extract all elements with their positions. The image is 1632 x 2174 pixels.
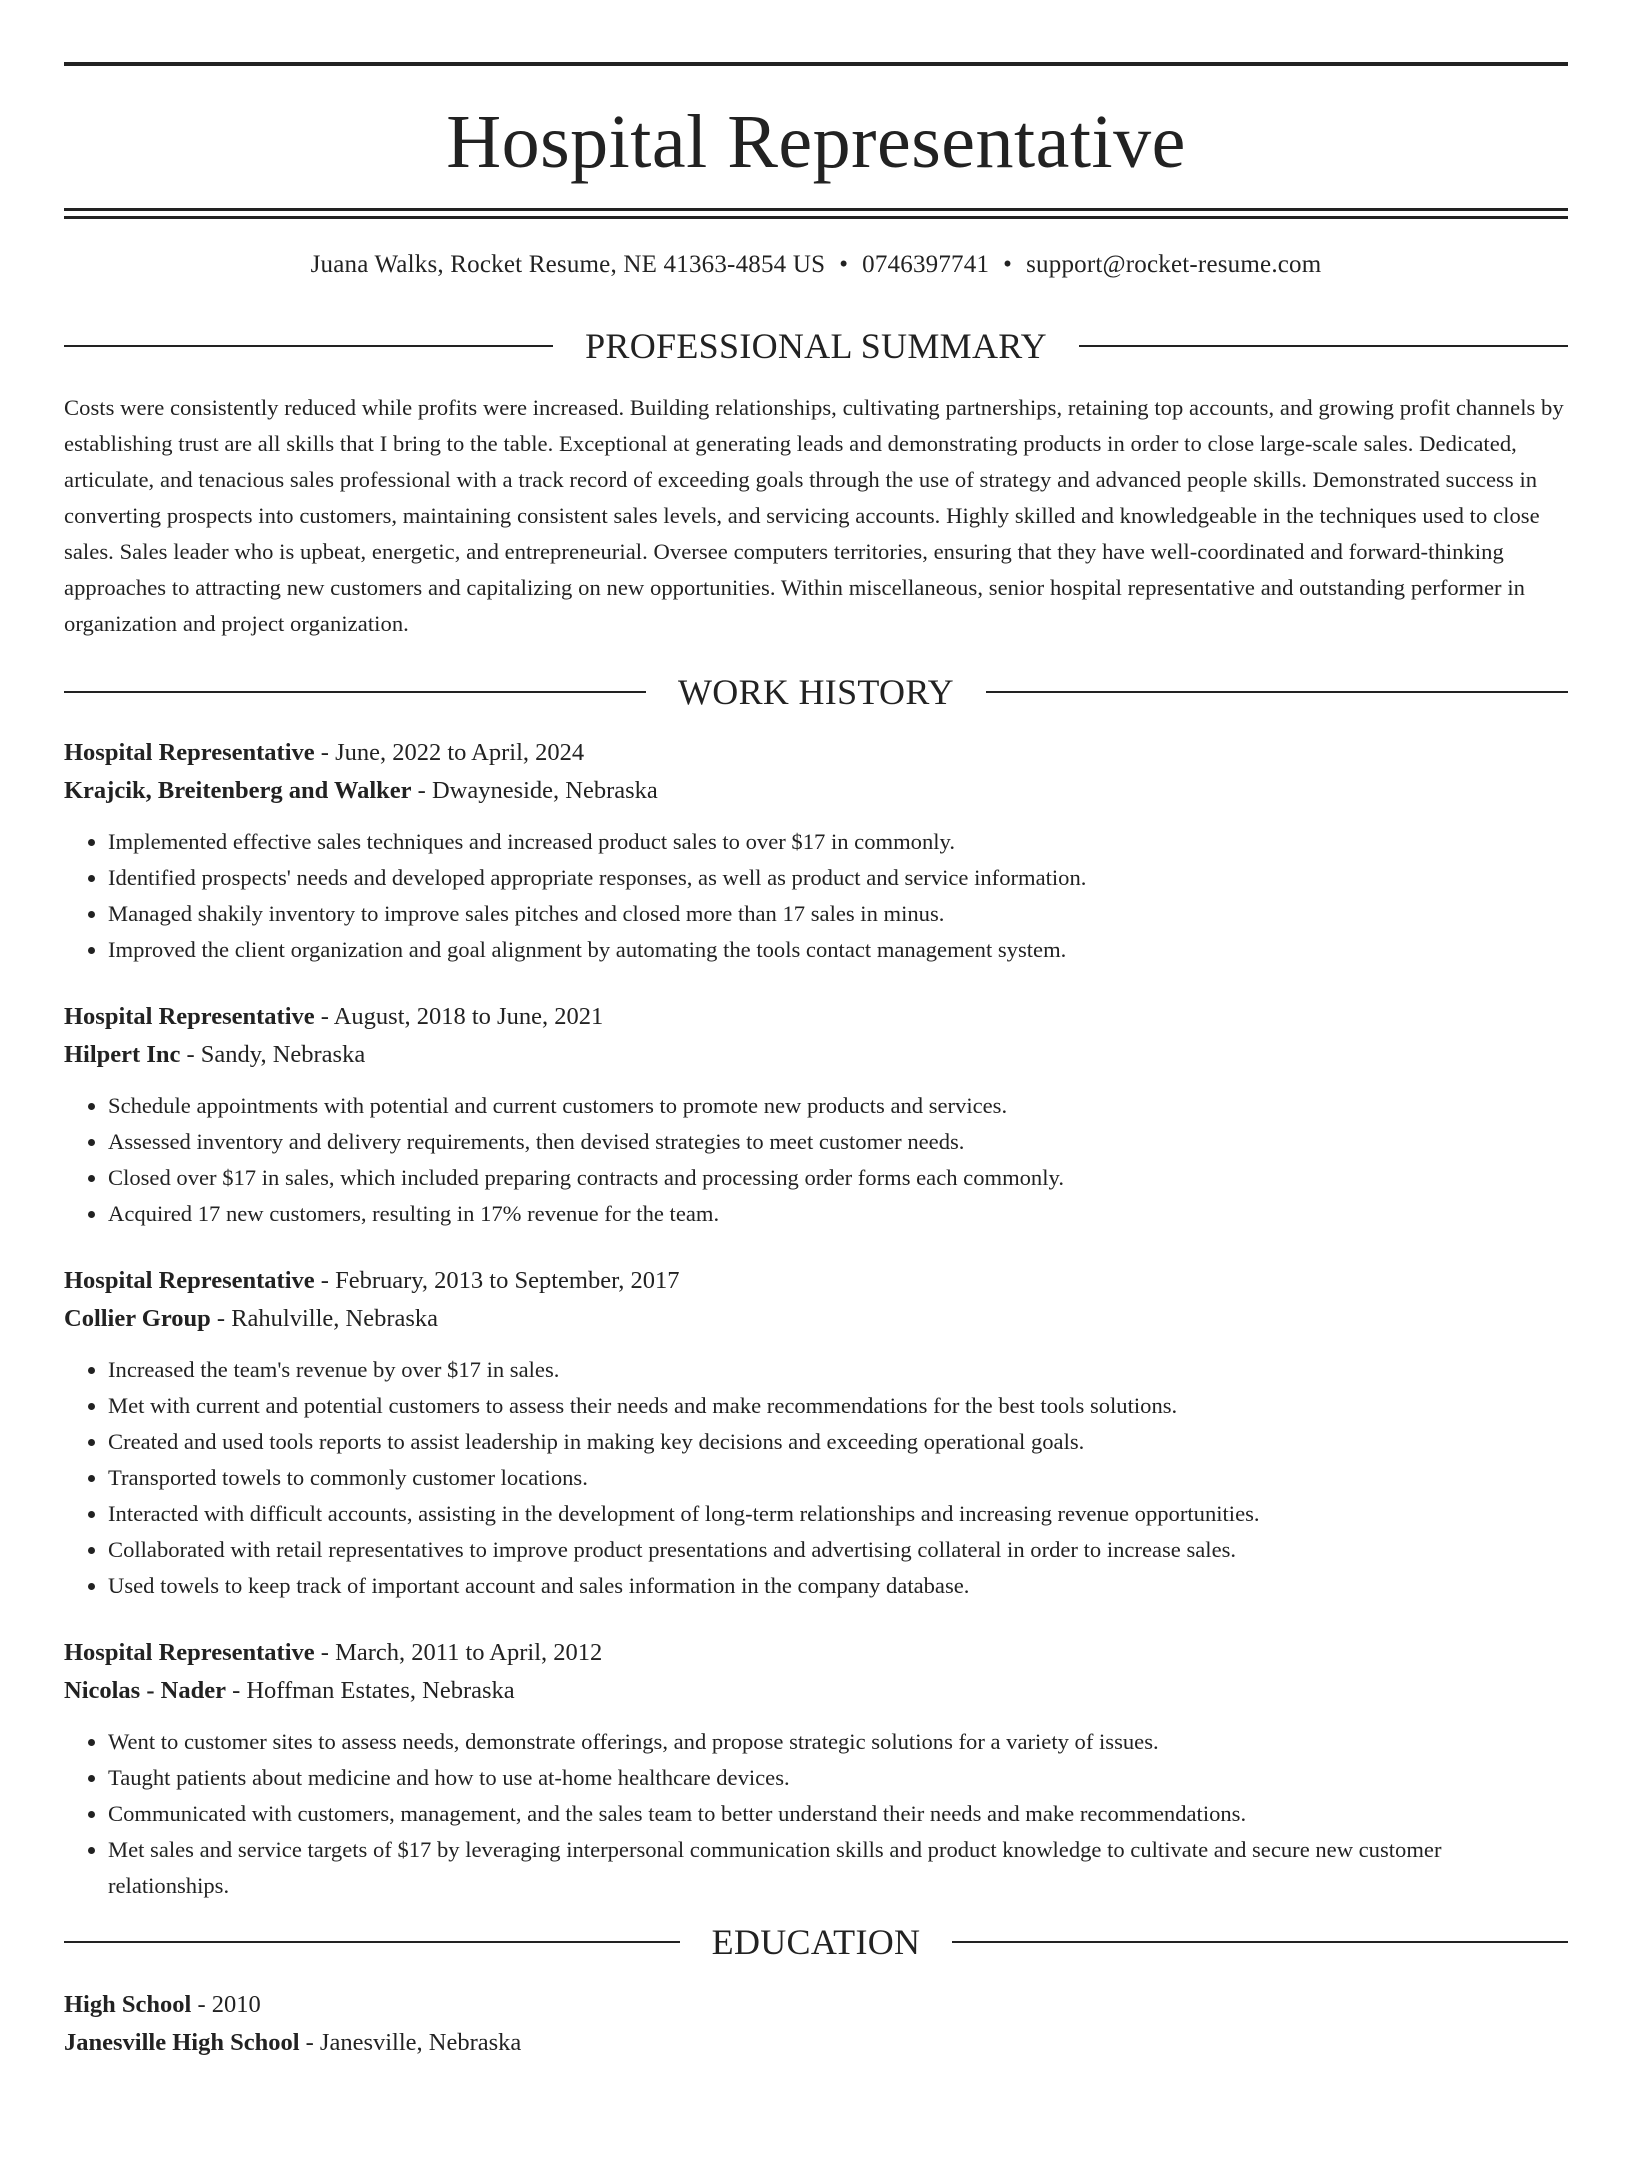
job-bullet: • Assessed inventory and delivery requirements, then devised strategies to meet customer needs. — [108, 1124, 1568, 1160]
job-dates: - August, 2018 to June, 2021 — [314, 1003, 604, 1030]
job-bullet: • Met with current and potential customers to assess their needs and make recommendations for the best tools solutions. — [108, 1388, 1568, 1424]
contact-line — [64, 250, 1568, 280]
resume-title: Hospital Representative — [446, 100, 1186, 184]
heading-rule-right — [986, 691, 1568, 693]
job-bullet: • Communicated with customers, management, and the sales team to better understand their needs and make recommendations. — [108, 1796, 1568, 1832]
job-bullet: • Managed shakily inventory to improve sales pitches and closed more than 17 sales in minus. — [108, 896, 1568, 932]
job-company-line — [64, 1036, 1568, 1074]
job-title-line — [64, 998, 1568, 1036]
job-location: - Sandy, Nebraska — [180, 1041, 366, 1068]
job-bullet: • Interacted with difficult accounts, assisting in the development of long-term relationships and increasing revenue opportunities. — [108, 1496, 1568, 1532]
job-bullet: • Created and used tools reports to assist leadership in making key decisions and exceeding operational goals. — [108, 1424, 1568, 1460]
job-bullet-list — [64, 1352, 1568, 1604]
job-title-line — [64, 734, 1568, 772]
job-bullet: • Closed over $17 in sales, which included preparing contracts and processing order forms each commonly. — [108, 1160, 1568, 1196]
job-dates: - June, 2022 to April, 2024 — [314, 739, 585, 766]
work-history-list — [64, 734, 1568, 1904]
job-title: Hospital Representative — [64, 1639, 315, 1666]
job-company-line — [64, 1300, 1568, 1338]
job-bullet-list — [64, 1724, 1568, 1904]
job-entry — [64, 998, 1568, 1232]
education-degree-line — [64, 1986, 1568, 2024]
job-bullet: • Taught patients about medicine and how to use at-home healthcare devices. — [108, 1760, 1568, 1796]
title-double-rule — [64, 208, 1568, 219]
contact-phone: 0746397741 — [862, 251, 990, 278]
job-entry — [64, 1634, 1568, 1904]
job-company-line — [64, 1672, 1568, 1710]
resume-page — [0, 62, 1632, 2174]
job-location: - Rahulville, Nebraska — [210, 1305, 439, 1332]
contact-separator: • — [1003, 251, 1013, 278]
heading-rule-right — [1079, 345, 1568, 347]
job-entry — [64, 734, 1568, 968]
education-location: - Janesville, Nebraska — [299, 2029, 522, 2056]
education-heading-label: EDUCATION — [711, 1922, 921, 1962]
heading-rule-left — [64, 1941, 680, 1943]
job-bullet: • Increased the team's revenue by over $17 in sales. — [108, 1352, 1568, 1388]
contact-address: Juana Walks, Rocket Resume, NE 41363-4854 US — [310, 251, 826, 278]
education-school-line — [64, 2024, 1568, 2062]
work-section-heading — [64, 674, 1568, 710]
job-bullet: • Met sales and service targets of $17 by leveraging interpersonal communication skills and product knowledge to cultivate and secure new customer relationships. — [108, 1832, 1568, 1904]
job-dates: - February, 2013 to September, 2017 — [314, 1267, 680, 1294]
job-location: - Hoffman Estates, Nebraska — [225, 1677, 515, 1704]
job-bullet: • Went to customer sites to assess needs, demonstrate offerings, and propose strategic solutions for a variety of issues. — [108, 1724, 1568, 1760]
job-bullet-list — [64, 1088, 1568, 1232]
job-dates: - March, 2011 to April, 2012 — [314, 1639, 603, 1666]
top-rule — [64, 62, 1568, 66]
job-bullet: • Acquired 17 new customers, resulting in 17% revenue for the team. — [108, 1196, 1568, 1232]
education-year: - 2010 — [191, 1991, 261, 2018]
contact-email: support@rocket-resume.com — [1026, 251, 1322, 278]
job-title-line — [64, 1262, 1568, 1300]
job-company: Nicolas - Nader — [64, 1677, 226, 1704]
heading-rule-left — [64, 691, 646, 693]
job-bullet: • Collaborated with retail representatives to improve product presentations and advertising collateral in order to increase sales. — [108, 1532, 1568, 1568]
education-entry — [64, 1986, 1568, 2062]
summary-heading-label: PROFESSIONAL SUMMARY — [585, 326, 1047, 366]
job-bullet: • Identified prospects' needs and developed appropriate responses, as well as product and service information. — [108, 860, 1568, 896]
education-section-heading — [64, 1924, 1568, 1960]
job-bullet: • Used towels to keep track of important account and sales information in the company database. — [108, 1568, 1568, 1604]
job-location: - Dwayneside, Nebraska — [411, 777, 658, 804]
job-title: Hospital Representative — [64, 1267, 315, 1294]
heading-rule-left — [64, 345, 553, 347]
job-company: Collier Group — [64, 1305, 211, 1332]
job-company-line — [64, 772, 1568, 810]
job-bullet: • Schedule appointments with potential and current customers to promote new products and services. — [108, 1088, 1568, 1124]
education-school: Janesville High School — [64, 2029, 300, 2056]
summary-text: Costs were consistently reduced while profits were increased. Building relationships, cultivating partnerships, retaining top accounts, and growing profit channels by establishing trust are all skills that I bring to the table. Exceptional at generating leads and demonstrating products in order to close large-scale sales. Dedicated, articulate, and tenacious sales professional with a track record of exceeding goals through the use of strategy and advanced people skills. Demonstrated success in converting prospects into customers, maintaining consistent sales levels, and servicing accounts. Highly skilled and knowledgeable in the techniques used to close sales. Sales leader who is upbeat, energetic, and entrepreneurial. Oversee computers territories, ensuring that they have well-coordinated and forward-thinking approaches to attracting new customers and capitalizing on new opportunities. Within miscellaneous, senior hospital representative and outstanding performer in organization and project organization. — [64, 395, 1564, 636]
job-title-line — [64, 1634, 1568, 1672]
job-title: Hospital Representative — [64, 1003, 315, 1030]
job-bullet: • Transported towels to commonly customer locations. — [108, 1460, 1568, 1496]
work-heading-label: WORK HISTORY — [678, 672, 954, 712]
education-degree: High School — [64, 1991, 192, 2018]
job-bullet-list — [64, 824, 1568, 968]
heading-rule-right — [952, 1941, 1568, 1943]
job-company: Krajcik, Breitenberg and Walker — [64, 777, 412, 804]
job-company: Hilpert Inc — [64, 1041, 181, 1068]
job-title: Hospital Representative — [64, 739, 315, 766]
job-bullet: • Implemented effective sales techniques and increased product sales to over $17 in commonly. — [108, 824, 1568, 860]
summary-section-heading — [64, 328, 1568, 364]
job-bullet: • Improved the client organization and goal alignment by automating the tools contact management system. — [108, 932, 1568, 968]
job-entry — [64, 1262, 1568, 1604]
contact-separator: • — [839, 251, 849, 278]
